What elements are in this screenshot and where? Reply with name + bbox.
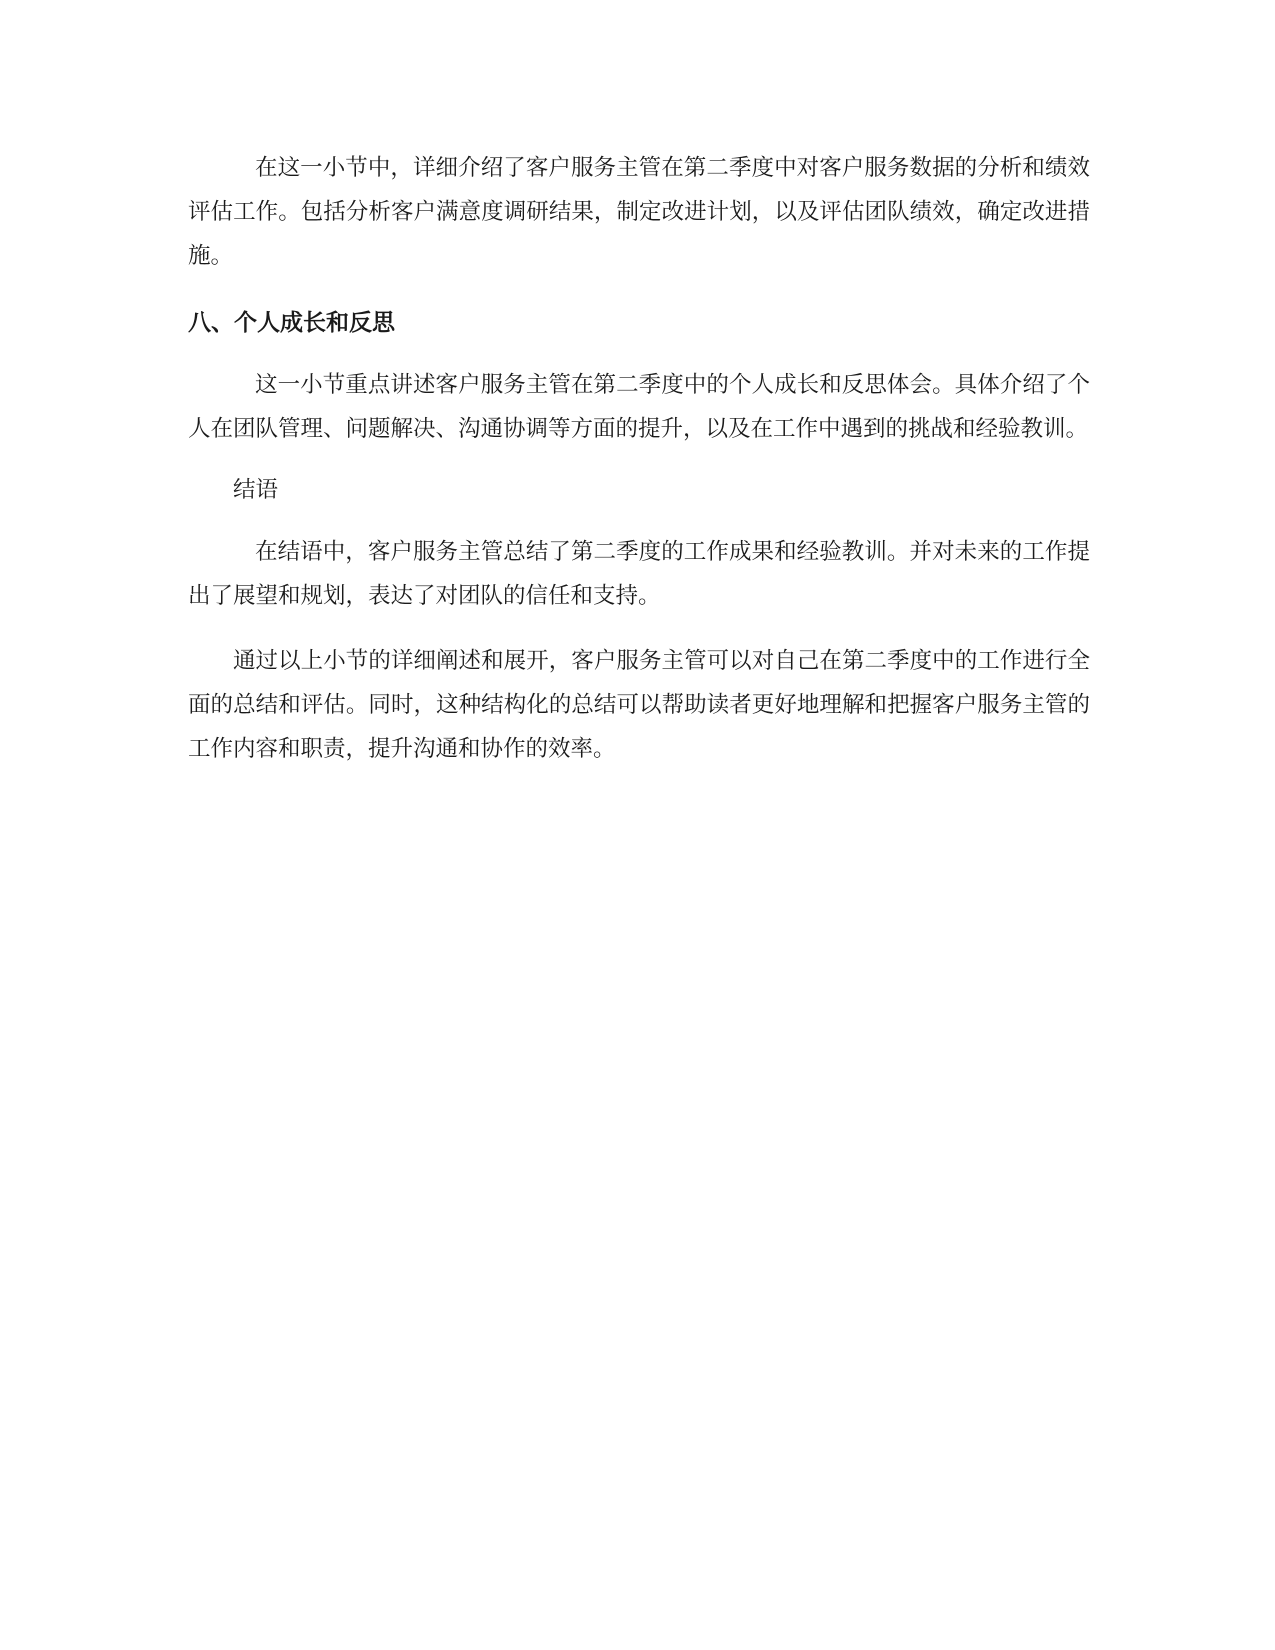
paragraph-summary: 通过以上小节的详细阐述和展开，客户服务主管可以对自己在第二季度中的工作进行全面的总结和评估。同时，这种结构化的总结可以帮助读者更好地理解和把握客户服务主管的工作内容和职责，提升沟通和协作的效率。 [188,648,1090,762]
section-heading-personal-growth: 八、个人成长和反思 [188,310,395,336]
spacer [188,345,1090,363]
paragraph-performance-evaluation: 在这一小节中，详细介绍了客户服务主管在第二季度中对客户服务数据的分析和绩效评估工作。包括分析客户满意度调研结果，制定改进计划，以及评估团队绩效，确定改进措施。 [188,155,1090,269]
spacer [188,451,1090,468]
spacer [188,278,1090,301]
paragraph-conclusion: 在结语中，客户服务主管总结了第二季度的工作成果和经验教训。并对未来的工作提出了展望和规划，表达了对团队的信任和支持。 [188,539,1090,609]
conclusion-heading: 结语 [233,477,279,503]
document-body [188,146,1090,771]
spacer [188,618,1090,639]
spacer [188,512,1090,530]
paragraph-personal-growth: 这一小节重点讲述客户服务主管在第二季度中的个人成长和反思体会。具体介绍了个人在团队管理、问题解决、沟通协调等方面的提升，以及在工作中遇到的挑战和经验教训。 [188,372,1090,442]
